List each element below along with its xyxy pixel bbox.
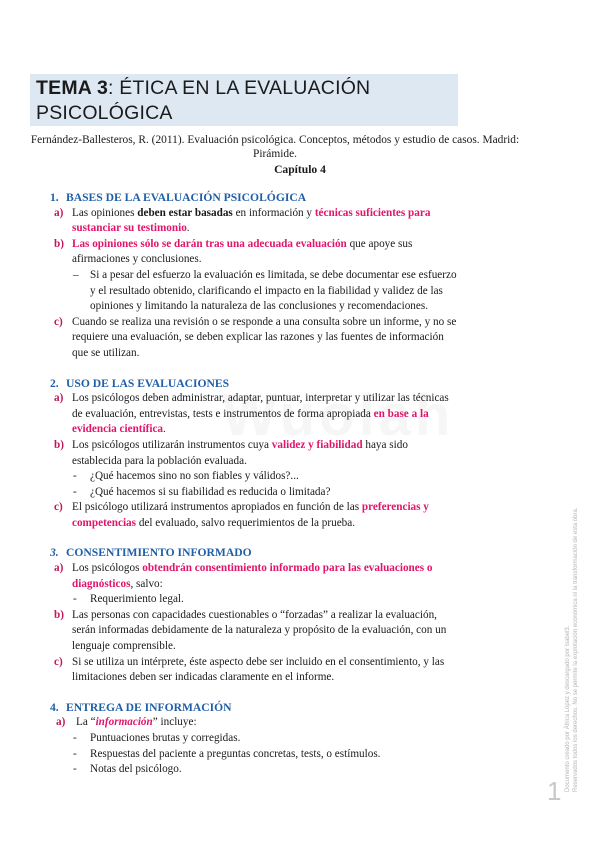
dash: - (73, 485, 77, 498)
sidebar-line-1: Documento creado por África López y descargado por isabel3. (565, 625, 571, 792)
document-body (52, 190, 458, 778)
sub-item (52, 469, 458, 485)
text: en información y (232, 206, 315, 219)
text: Requerimiento legal. (90, 593, 184, 606)
sub-item (52, 747, 458, 763)
section-number: 2. (50, 376, 59, 390)
sub-item (52, 592, 458, 608)
dash: - (73, 747, 77, 760)
text: ¿Qué hacemos sino no son fiables y válidos?... (90, 470, 299, 483)
list-item (52, 206, 458, 237)
list-item (52, 500, 458, 531)
sub-item (52, 731, 458, 747)
text: , salvo: (130, 577, 163, 590)
section-heading-3 (52, 545, 458, 561)
text: Notas del psicólogo. (90, 763, 182, 776)
section-title: USO DE LAS EVALUACIONES (66, 376, 230, 390)
text: Respuestas del paciente a preguntas concretas, tests, o estímulos. (90, 747, 381, 760)
highlight-text: preferencias y competencias (72, 501, 429, 529)
list-item (52, 391, 458, 438)
text: ” incluye: (152, 716, 197, 729)
list-item (52, 715, 458, 731)
list-item (52, 315, 458, 362)
text: Los psicólogos deben administrar, adaptar, puntuar, interpretar y utilizar las técnicas de evaluación, entrevistas, tests e instrumentos de forma apropiada (72, 392, 449, 420)
section-number: 3. (50, 546, 59, 560)
text: El psicólogo utilizará instrumentos apropiados en función de las (72, 501, 362, 514)
text: ¿Qué hacemos si su fiabilidad es reducida o limitada? (90, 485, 331, 498)
dash: – (73, 268, 79, 281)
citation: Fernández-Ballesteros, R. (2011). Evaluación psicológica. Conceptos, métodos y estudio de casos. Madrid: Pirámide. (30, 134, 520, 160)
item-label: b) (54, 237, 64, 250)
dash: - (73, 470, 77, 483)
item-label: a) (54, 562, 64, 575)
sidebar-line-2: Reservados todos los derechos. No se permite la explotación económica ni la transformación de esta obra. (573, 507, 579, 792)
text: Los psicólogos (72, 562, 143, 575)
section-title: ENTREGA DE INFORMACIÓN (66, 700, 232, 714)
item-label: b) (54, 438, 64, 451)
page-title (36, 76, 370, 126)
title-rest: : ÉTICA EN LA EVALUACIÓN (107, 77, 371, 99)
list-item (52, 655, 458, 686)
copyright-sidebar (562, 412, 580, 792)
section-heading-2 (52, 376, 458, 392)
text: Si a pesar del esfuerzo la evaluación es limitada, se debe documentar ese esfuerzo y el resultado obtenido, clarificando el impacto en la fiabilidad y validez de las opiniones y limitando la naturaleza de las conclusiones y recomendaciones. (90, 268, 457, 313)
text: del evaluado, salvo requerimientos de la prueba. (136, 516, 356, 529)
highlight-text: obtendrán consentimiento informado para las evaluaciones o diagnósticos (72, 562, 433, 590)
text: Cuando se realiza una revisión o se responde a una consulta sobre un informe, y no se requiere una evaluación, se deben explicar las razones y las fuentes de información que se utilizan. (72, 315, 457, 359)
highlight-text: validez y fiabilidad (271, 438, 363, 451)
text: Las personas con capacidades cuestionables o “forzadas” a realizar la evaluación, serán informadas debidamente de la naturaleza y propósito de la evaluación, con un lenguaje comprensible. (72, 608, 447, 653)
text: que apoye sus afirmaciones y conclusiones. (72, 237, 413, 266)
chapter-label: Capítulo 4 (274, 163, 326, 176)
sub-item (52, 485, 458, 501)
item-label: c) (54, 655, 63, 668)
section-number: 4. (50, 700, 59, 714)
section-heading-4 (52, 700, 458, 716)
text: . (163, 423, 166, 436)
section-number: 1. (50, 191, 59, 204)
text: La “ (76, 716, 96, 729)
highlight-text: información (95, 716, 153, 729)
list-item (52, 561, 458, 592)
item-label: b) (54, 608, 64, 621)
page-number: 1 (547, 776, 562, 806)
list-item (52, 438, 458, 469)
title-bold: TEMA 3 (36, 77, 108, 99)
section-heading-1 (52, 190, 458, 206)
text: haya sido establecida para la población evaluada. (72, 438, 408, 467)
copyright-sidebar-svg (562, 412, 580, 792)
dash: - (73, 593, 77, 606)
text: Las opiniones (72, 206, 138, 219)
section-title: BASES DE LA EVALUACIÓN PSICOLÓGICA (66, 191, 307, 204)
item-label: a) (56, 716, 66, 729)
list-item (52, 237, 458, 268)
text: Los psicólogos utilizarán instrumentos cuya (72, 438, 272, 451)
highlight-text: Las opiniones sólo se darán tras una adecuada evaluación (72, 237, 347, 250)
dash: - (73, 763, 77, 776)
title-line2: PSICOLÓGICA (36, 102, 173, 124)
item-label: a) (54, 392, 64, 405)
bold-text: deben estar basadas (137, 206, 233, 219)
dash: - (73, 732, 77, 744)
sub-item (52, 762, 458, 778)
item-label: a) (54, 206, 64, 219)
item-label: c) (54, 315, 63, 328)
highlight-text: en base a la evidencia científica (72, 407, 429, 436)
highlight-text: técnicas suficientes para sustanciar su testimonio (72, 206, 431, 235)
text: Si se utiliza un intérprete, éste aspecto debe ser incluido en el consentimiento, y las limitaciones deben ser indicadas claramente en el informe. (72, 655, 445, 684)
sub-item (52, 268, 458, 315)
item-label: c) (54, 501, 63, 514)
list-item (52, 608, 458, 655)
text: . (186, 222, 190, 235)
section-title: CONSENTIMIENTO INFORMADO (66, 546, 252, 560)
text: Puntuaciones brutas y corregidas. (90, 732, 241, 744)
